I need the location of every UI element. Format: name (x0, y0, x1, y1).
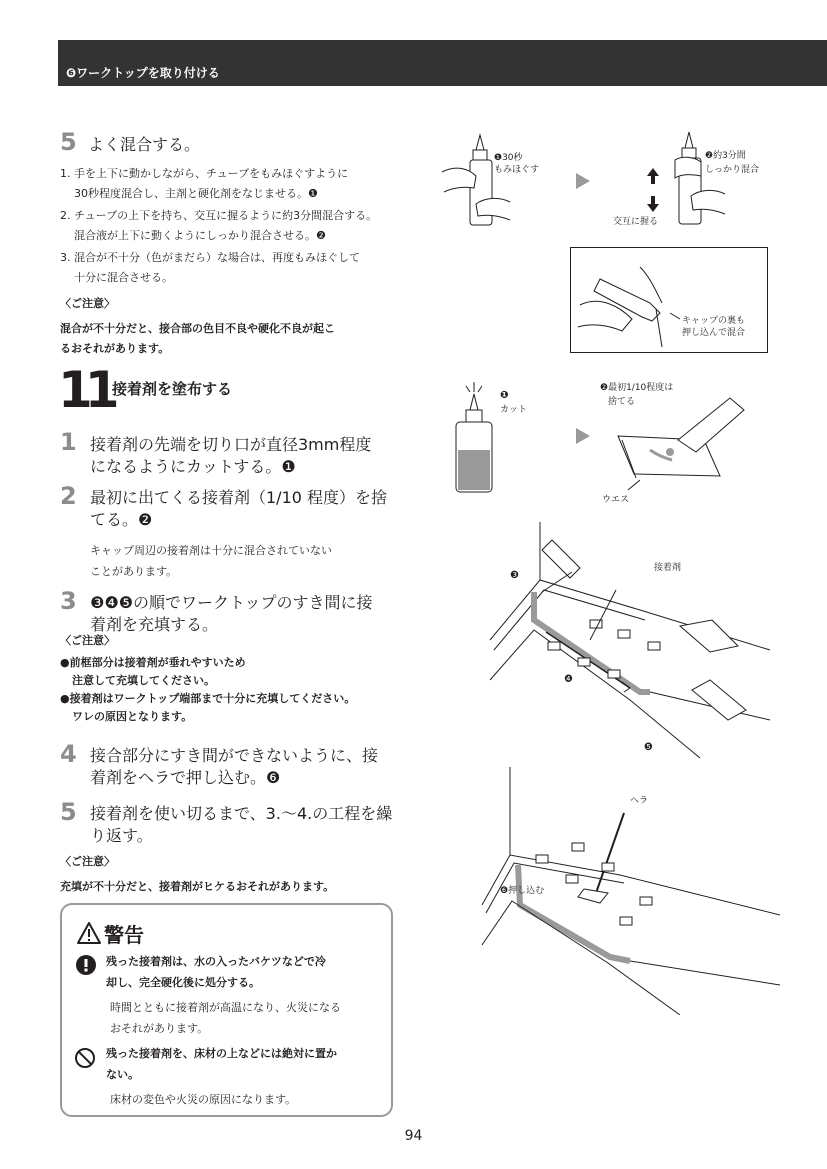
warning-item1 (106, 951, 326, 993)
s11-step2-sub (90, 540, 332, 582)
fig6-number-3: ❸ (510, 570, 519, 581)
exclamation-icon (76, 955, 96, 975)
figure-alternate-squeeze (605, 130, 765, 235)
step5-item-3b: 十分に混合させる。 (74, 271, 173, 284)
s11-step2-sub-line1: キャップ周辺の接着剤は十分に混合されていない (90, 544, 332, 557)
step5-note-line2: るおそれがあります。 (60, 342, 170, 355)
fig2-caption: 交互に握る (613, 217, 659, 227)
figure-cut-nozzle (440, 380, 540, 495)
s11-step1-text (90, 434, 371, 478)
down-arrow-icon (647, 196, 659, 212)
next-arrow-icon (576, 428, 590, 444)
fig1-label-action: もみほぐす (494, 165, 540, 175)
s11-step3-text (90, 592, 373, 636)
s11-step4-text (90, 745, 378, 789)
warning-title: 警告 (104, 923, 144, 947)
prohibited-icon (74, 1047, 96, 1069)
s11-step5-text (90, 803, 392, 847)
figure-knead-tube (440, 130, 550, 230)
figure-discard-first (600, 380, 760, 505)
figure-fill-order (480, 520, 775, 760)
s11-note1-line2: 注意して充填してください。 (72, 674, 215, 687)
s11-step3-line1: ❸❹❺の順でワークトップのすき間に接 (90, 593, 373, 612)
warning-item2-sub: 床材の変色や火災の原因になります。 (110, 1093, 297, 1106)
s11-step5-number: 5 (60, 798, 77, 826)
s11-step2-line1: 最初に出てくる接着剤（1/10 程度）を捨 (90, 488, 388, 507)
s11-step1-number: 1 (60, 428, 77, 456)
s11-step2-number: 2 (60, 482, 77, 510)
s11-step5-line1: 接着剤を使い切るまで、3.〜4.の工程を繰 (90, 804, 393, 823)
section-header-title: ❻ワークトップを取り付ける (66, 66, 220, 80)
fig2-label-time: ❷約3分間 (705, 151, 746, 161)
fig7-label-spatula: ヘラ (630, 796, 649, 806)
s11-step2-line2: てる。❷ (90, 510, 153, 529)
step5-item-1b: 30秒程度混合し、主剤と硬化剤をなじませる。❶ (74, 187, 318, 200)
step5-title: よく混合する。 (88, 135, 201, 154)
s11-note2-line1: ●接着剤はワークトップ端部まで十分に充填してください。 (60, 692, 356, 705)
warning-triangle-icon (76, 921, 102, 945)
s11-step3-note-heading: 〈ご注意〉 (60, 634, 115, 647)
fig3-label-line1: キャップの裏も (682, 316, 746, 326)
up-arrow-icon (647, 168, 659, 184)
s11-note1-line1: ●前框部分は接着剤が垂れやすいため (60, 656, 246, 669)
warning-item1-sub (110, 997, 341, 1039)
step5-item-2a: 2. チューブの上下を持ち、交互に握るように約3分間混合する。 (60, 209, 378, 222)
step5-number: 5 (60, 128, 77, 156)
fig5-caption: ウエス (602, 495, 630, 505)
s11-step1-line2: になるようにカットする。❶ (90, 457, 296, 476)
fig6-number-4: ❹ (564, 674, 573, 685)
warning-item2-line1: 残った接着剤を、床材の上などには絶対に置か (106, 1047, 337, 1060)
fig3-label-line2: 押し込んで混合 (682, 328, 746, 338)
fig4-number: ❶ (500, 390, 509, 401)
next-arrow-icon (576, 173, 590, 189)
fig7-label-push: ❻押し込む (500, 886, 545, 896)
s11-step3-line2: 着剤を充填する。 (90, 615, 219, 634)
s11-step2-text (90, 487, 387, 531)
s11-step4-line2: 着剤をヘラで押し込む。❻ (90, 768, 281, 787)
s11-step3-number: 3 (60, 587, 77, 615)
s11-step5-note: 充填が不十分だと、接着剤がヒケるおそれがあります。 (60, 880, 335, 893)
fig2-label-action: しっかり混合 (705, 165, 760, 175)
section11-title: 接着剤を塗布する (112, 380, 233, 398)
s11-step3-notes (60, 654, 355, 726)
s11-step5-line2: り返す。 (90, 826, 153, 845)
warning-item1-sub-line2: おそれがあります。 (110, 1022, 209, 1035)
fig6-number-5: ❺ (644, 742, 653, 753)
s11-step5-note-heading: 〈ご注意〉 (60, 855, 115, 868)
page-number: 94 (404, 1128, 423, 1144)
warning-item1-line2: 却し、完全硬化後に処分する。 (106, 976, 260, 989)
warning-item2 (106, 1043, 337, 1085)
step5-item-2b: 混合液が上下に動くようにしっかり混合させる。❷ (74, 229, 326, 242)
step5-note-line1: 混合が不十分だと、接合部の色目不良や硬化不良が起こ (60, 322, 335, 335)
fig4-label: カット (500, 405, 527, 415)
s11-step4-line1: 接合部分にすき間ができないように、接 (90, 746, 379, 765)
fig5-label-line1: ❷最初1/10程度は (600, 383, 674, 393)
s11-note2-line2: ワレの原因となります。 (72, 710, 193, 723)
warning-item1-line1: 残った接着剤は、水の入ったバケツなどで冷 (106, 955, 326, 968)
step5-item-3a: 3. 混合が不十分（色がまだら）な場合は、再度もみほぐして (60, 251, 360, 264)
warning-item2-line2: ない。 (106, 1068, 139, 1081)
figure-spatula-push (480, 765, 780, 1015)
section11-number: 11 (58, 361, 112, 419)
fig5-label-line2: 捨てる (608, 397, 636, 407)
warning-box (60, 903, 393, 1117)
section-header-bar (58, 40, 827, 86)
s11-step1-line1: 接着剤の先端を切り口が直径3mm程度 (90, 435, 372, 454)
figure-cap-mixing (570, 247, 768, 353)
step5-item-1a: 1. 手を上下に動かしながら、チューブをもみほぐすように (60, 167, 349, 180)
s11-step4-number: 4 (60, 740, 77, 768)
fig1-label-time: ❶30秒 (494, 153, 523, 163)
fig6-label-adhesive: 接着剤 (654, 563, 682, 573)
step5-note-heading: 〈ご注意〉 (60, 297, 115, 310)
warning-item1-sub-line1: 時間とともに接着剤が高温になり、火災になる (110, 1001, 341, 1014)
s11-step2-sub-line2: ことがあります。 (90, 565, 178, 578)
